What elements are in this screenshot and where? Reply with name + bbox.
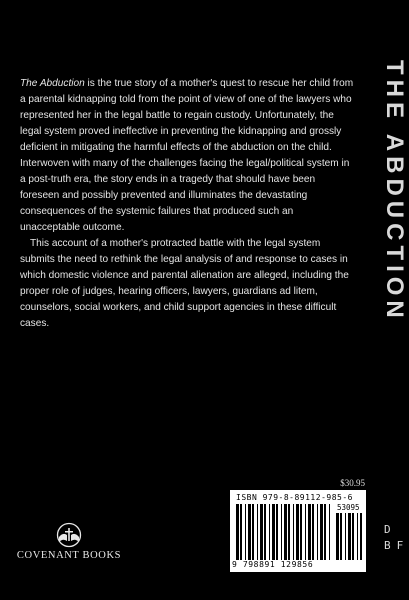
barcode-bar — [264, 504, 266, 560]
barcode-bar — [240, 504, 242, 560]
barcode-bar — [324, 504, 326, 560]
barcode-bar — [357, 513, 358, 560]
blurb-paragraph-2: This account of a mother's protracted battle with the legal system submits the need to rethink the legal analysis of and response to cases in which domestic violence and parental alienation are alleged, including the proper role of judges, hearing officers, lawyers, guardians ad litem, counselors, social workers, and child support agencies in these difficult cases. — [20, 238, 349, 329]
barcode-bar — [317, 504, 318, 560]
blurb-paragraph-1 — [20, 76, 355, 236]
barcode-bar — [276, 504, 278, 560]
spine-bottom-line-1: D — [384, 523, 397, 536]
barcode-bar — [320, 504, 323, 560]
barcode-bar — [305, 504, 306, 560]
barcode-bar — [308, 504, 311, 560]
barcode-bar — [257, 504, 258, 560]
publisher-logo — [10, 522, 128, 561]
ean-barcode-bars — [236, 504, 332, 560]
price-addon-code: 53095 — [337, 503, 360, 512]
spine-author-fragment — [384, 522, 409, 554]
barcode-bar — [293, 504, 294, 560]
barcode-bar — [281, 504, 282, 560]
addon-barcode-bars — [336, 513, 362, 560]
barcode-bar — [329, 504, 330, 560]
barcode-bar — [272, 504, 275, 560]
back-cover-blurb — [20, 76, 355, 332]
barcode-bar — [296, 504, 299, 560]
barcode-bar — [300, 504, 302, 560]
barcode-bar — [348, 513, 351, 560]
barcode-bar — [340, 513, 342, 560]
spine-edge — [378, 0, 409, 600]
spine-bottom-line-2: BF — [384, 539, 409, 552]
barcode-bar — [345, 513, 346, 560]
barcode-bar — [336, 513, 339, 560]
publisher-name: COVENANT BOOKS — [16, 550, 122, 561]
covenant-books-emblem-icon — [54, 522, 84, 548]
barcode-bar — [236, 504, 239, 560]
barcode-bar — [260, 504, 263, 560]
ean-digits: 9 798891 129856 — [232, 560, 314, 569]
isbn-text: ISBN 979-8-89112-985-6 — [236, 493, 353, 502]
barcode-bar — [245, 504, 246, 560]
barcode-bar — [352, 513, 354, 560]
barcode-bar — [252, 504, 254, 560]
barcode-bar — [248, 504, 251, 560]
isbn-barcode — [230, 490, 366, 572]
barcode-bar — [269, 504, 270, 560]
barcode-bar — [284, 504, 287, 560]
book-title-italic: The Abduction — [20, 78, 85, 89]
barcode-bar — [288, 504, 290, 560]
blurb-paragraph-1-text: is the true story of a mother's quest to rescue her child from a parental kidnapping told from the point of view of one of the lawyers who represented her in the legal battle to regain custody. Unfortunately, the legal system proved ineffective in preventing the kidnapping and grossly deficient in mitigating the harmful effects of the abduction on the child. Interwoven with many of the challenges facing the legal/political system in a post-truth era, the story ends in a tragedy that should have been foreseen and possibly prevented and illuminates the devastating consequences of the systemic failures that produced such an unacceptable outcome. — [20, 78, 354, 233]
barcode-bar — [360, 513, 362, 560]
spine-title: THE ABDUCTION — [381, 60, 408, 323]
price-label: $30.95 — [340, 478, 365, 488]
barcode-bar — [312, 504, 314, 560]
